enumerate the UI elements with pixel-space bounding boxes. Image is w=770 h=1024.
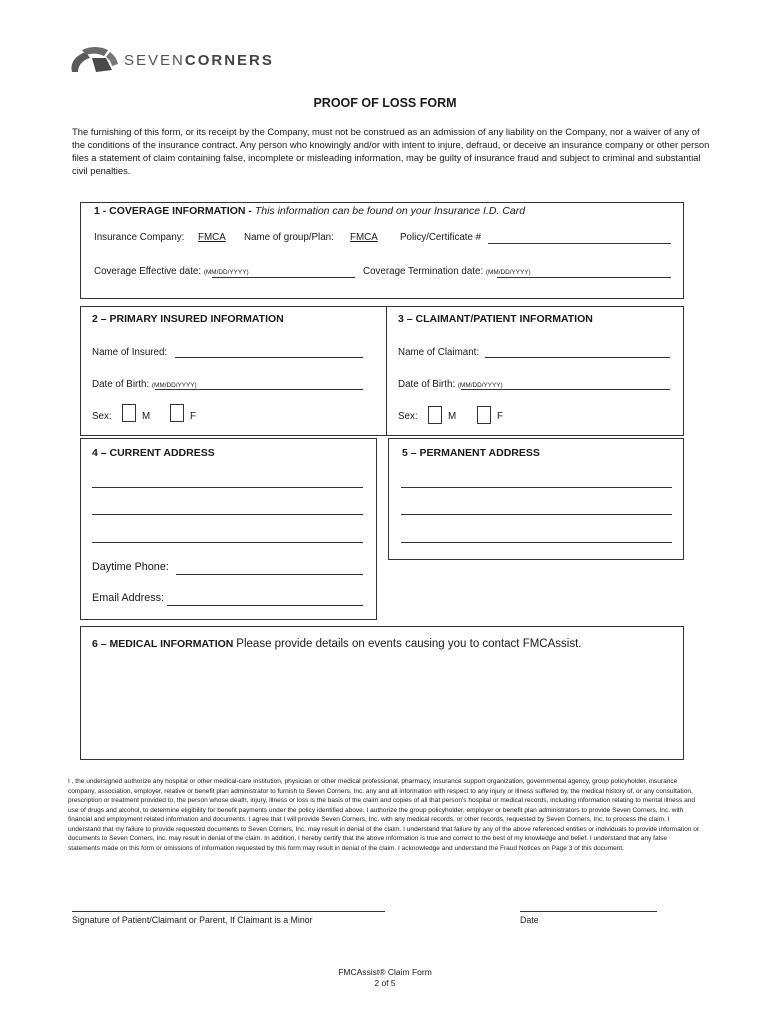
coverage-effective-text: Coverage Effective date: [94,266,202,277]
coverage-termination-text: Coverage Termination date: [363,266,484,277]
medical-info-heading-title: 6 – MEDICAL INFORMATION [92,638,234,650]
medical-info-heading-note: Please provide details on events causing you to contact FMCAssist. [236,638,582,650]
claimant-heading: 3 – CLAIMANT/PATIENT INFORMATION [398,313,593,325]
insured-name-field[interactable] [175,357,363,358]
claimant-female-label: F [497,411,503,422]
group-plan-value[interactable]: FMCA [350,232,378,243]
permanent-address-heading: 5 – PERMANENT ADDRESS [402,447,540,459]
coverage-termination-label [363,266,531,277]
coverage-heading-title: 1 - COVERAGE INFORMATION - [94,205,252,217]
policy-certificate-field[interactable] [488,243,671,244]
coverage-termination-field[interactable] [497,277,671,278]
coverage-effective-field[interactable] [212,277,355,278]
coverage-heading-note: This information can be found on your Insurance I.D. Card [254,205,526,217]
insured-male-checkbox[interactable] [122,404,136,422]
policy-certificate-label: Policy/Certificate # [400,232,482,243]
insured-dob-text: Date of Birth: [92,379,150,390]
insured-heading: 2 – PRIMARY INSURED INFORMATION [92,313,284,325]
coverage-heading [94,205,525,217]
insured-dob-field[interactable] [155,389,363,390]
permanent-address-line-1[interactable] [401,487,672,488]
insurance-company-label: Insurance Company: [94,232,185,243]
insured-male-label: M [142,411,151,422]
claimant-female-checkbox[interactable] [477,406,491,424]
claimant-male-label: M [448,411,457,422]
current-address-line-3[interactable] [92,542,363,543]
logo-word-seven: SEVEN [124,52,185,69]
permanent-address-line-2[interactable] [401,514,672,515]
permanent-address-line-3[interactable] [401,542,672,543]
insurance-company-value[interactable]: FMCA [198,232,226,243]
claimant-name-label: Name of Claimant: [398,347,480,358]
signature-label: Signature of Patient/Claimant or Parent, If Claimant is a Minor [72,915,313,925]
daytime-phone-label: Daytime Phone: [92,561,169,573]
logo-wordmark [124,52,274,69]
insured-dob-hint: (MM/DD/YYYY) [151,382,197,389]
signature-field[interactable] [72,911,385,912]
claimant-dob-text: Date of Birth: [398,379,456,390]
claimant-dob-hint: (MM/DD/YYYY) [457,382,503,389]
page-title: PROOF OF LOSS FORM [313,96,457,110]
email-address-label: Email Address: [92,592,165,604]
coverage-effective-label [94,266,249,277]
date-label: Date [520,915,539,925]
claimant-male-checkbox[interactable] [428,406,442,424]
claimant-sex-label: Sex: [398,411,418,422]
footer-page-number: 2 of 5 [374,978,396,988]
claimant-name-field[interactable] [485,357,670,358]
logo-word-corners: CORNERS [184,52,274,69]
section-divider [386,306,387,436]
intro-paragraph: The furnishing of this form, or its receipt by the Company, must not be construed as an admission of any liability on the Company, nor a waiver of any of the conditions of the insurance contract. Any person who knowingly and/or with intent to injure, defraud, or deceive an insurance company or other person files a statement of claim containing false, incomplete or misleading information, may be guilty of insurance fraud and subject to criminal and substantial civil penalties. [72,126,710,176]
insured-sex-label: Sex: [92,411,112,422]
insured-name-label: Name of Insured: [92,347,168,358]
current-address-line-1[interactable] [92,487,363,488]
group-plan-label: Name of group/Plan: [244,232,334,243]
coverage-effective-hint: (MM/DD/YYYY) [203,269,249,276]
medical-info-heading [92,638,581,650]
current-address-heading: 4 – CURRENT ADDRESS [92,447,215,459]
seven-corners-logo-icon [66,44,120,74]
current-address-line-2[interactable] [92,514,363,515]
insured-female-label: F [190,411,196,422]
claimant-dob-field[interactable] [461,389,670,390]
daytime-phone-field[interactable] [176,574,363,575]
authorization-paragraph: I , the undersigned authorize any hospital or other medical-care institution, physician or other medical professional, pharmacy, insurance support organization, governmental agency, group policyholder, insurance company, association, employer, relative or benefit plan administrator to furnish to Seven Corners, Inc. any and all information with respect to any injury or illness suffered by, the medical history of, or any consultation, prescription or treatment provided to, the person whose death, injury, illness or loss is the basis of the claim and copies of all that person's hospital or medical records, including information relating to mental illness and use of drugs and alcohol, to determine eligibility for benefit payments under the policy identified above. I authorize the group policyholder, employer or benefit plan administrators to provide Seven Corners, Inc. with financial and employment related information and documents. I agree that I will provide Seven Corners, Inc. with any medical records, or other records, requested by Seven Corners, Inc. to process the claim. I understand that my failure to provide requested documents to Seven Corners, Inc. may result in denial of the claim. I understand that failure by any of the above referenced entities or individuals to provide information or documents to Seven Corners, Inc. may result in denial of the claim. In addition, I hereby certify that the above information is true and correct to the best of my knowledge and belief. I understand that any false statements made on this form or omissions of information requested by this form may result in denial of the claim. I acknowledge and understand the Fraud Notices on Page 3 of this document. [68,778,700,852]
date-field[interactable] [520,911,657,912]
insured-female-checkbox[interactable] [170,404,184,422]
coverage-termination-hint: (MM/DD/YYYY) [485,269,531,276]
footer-form-name: FMCAssist® Claim Form [338,967,432,977]
email-address-field[interactable] [167,605,363,606]
